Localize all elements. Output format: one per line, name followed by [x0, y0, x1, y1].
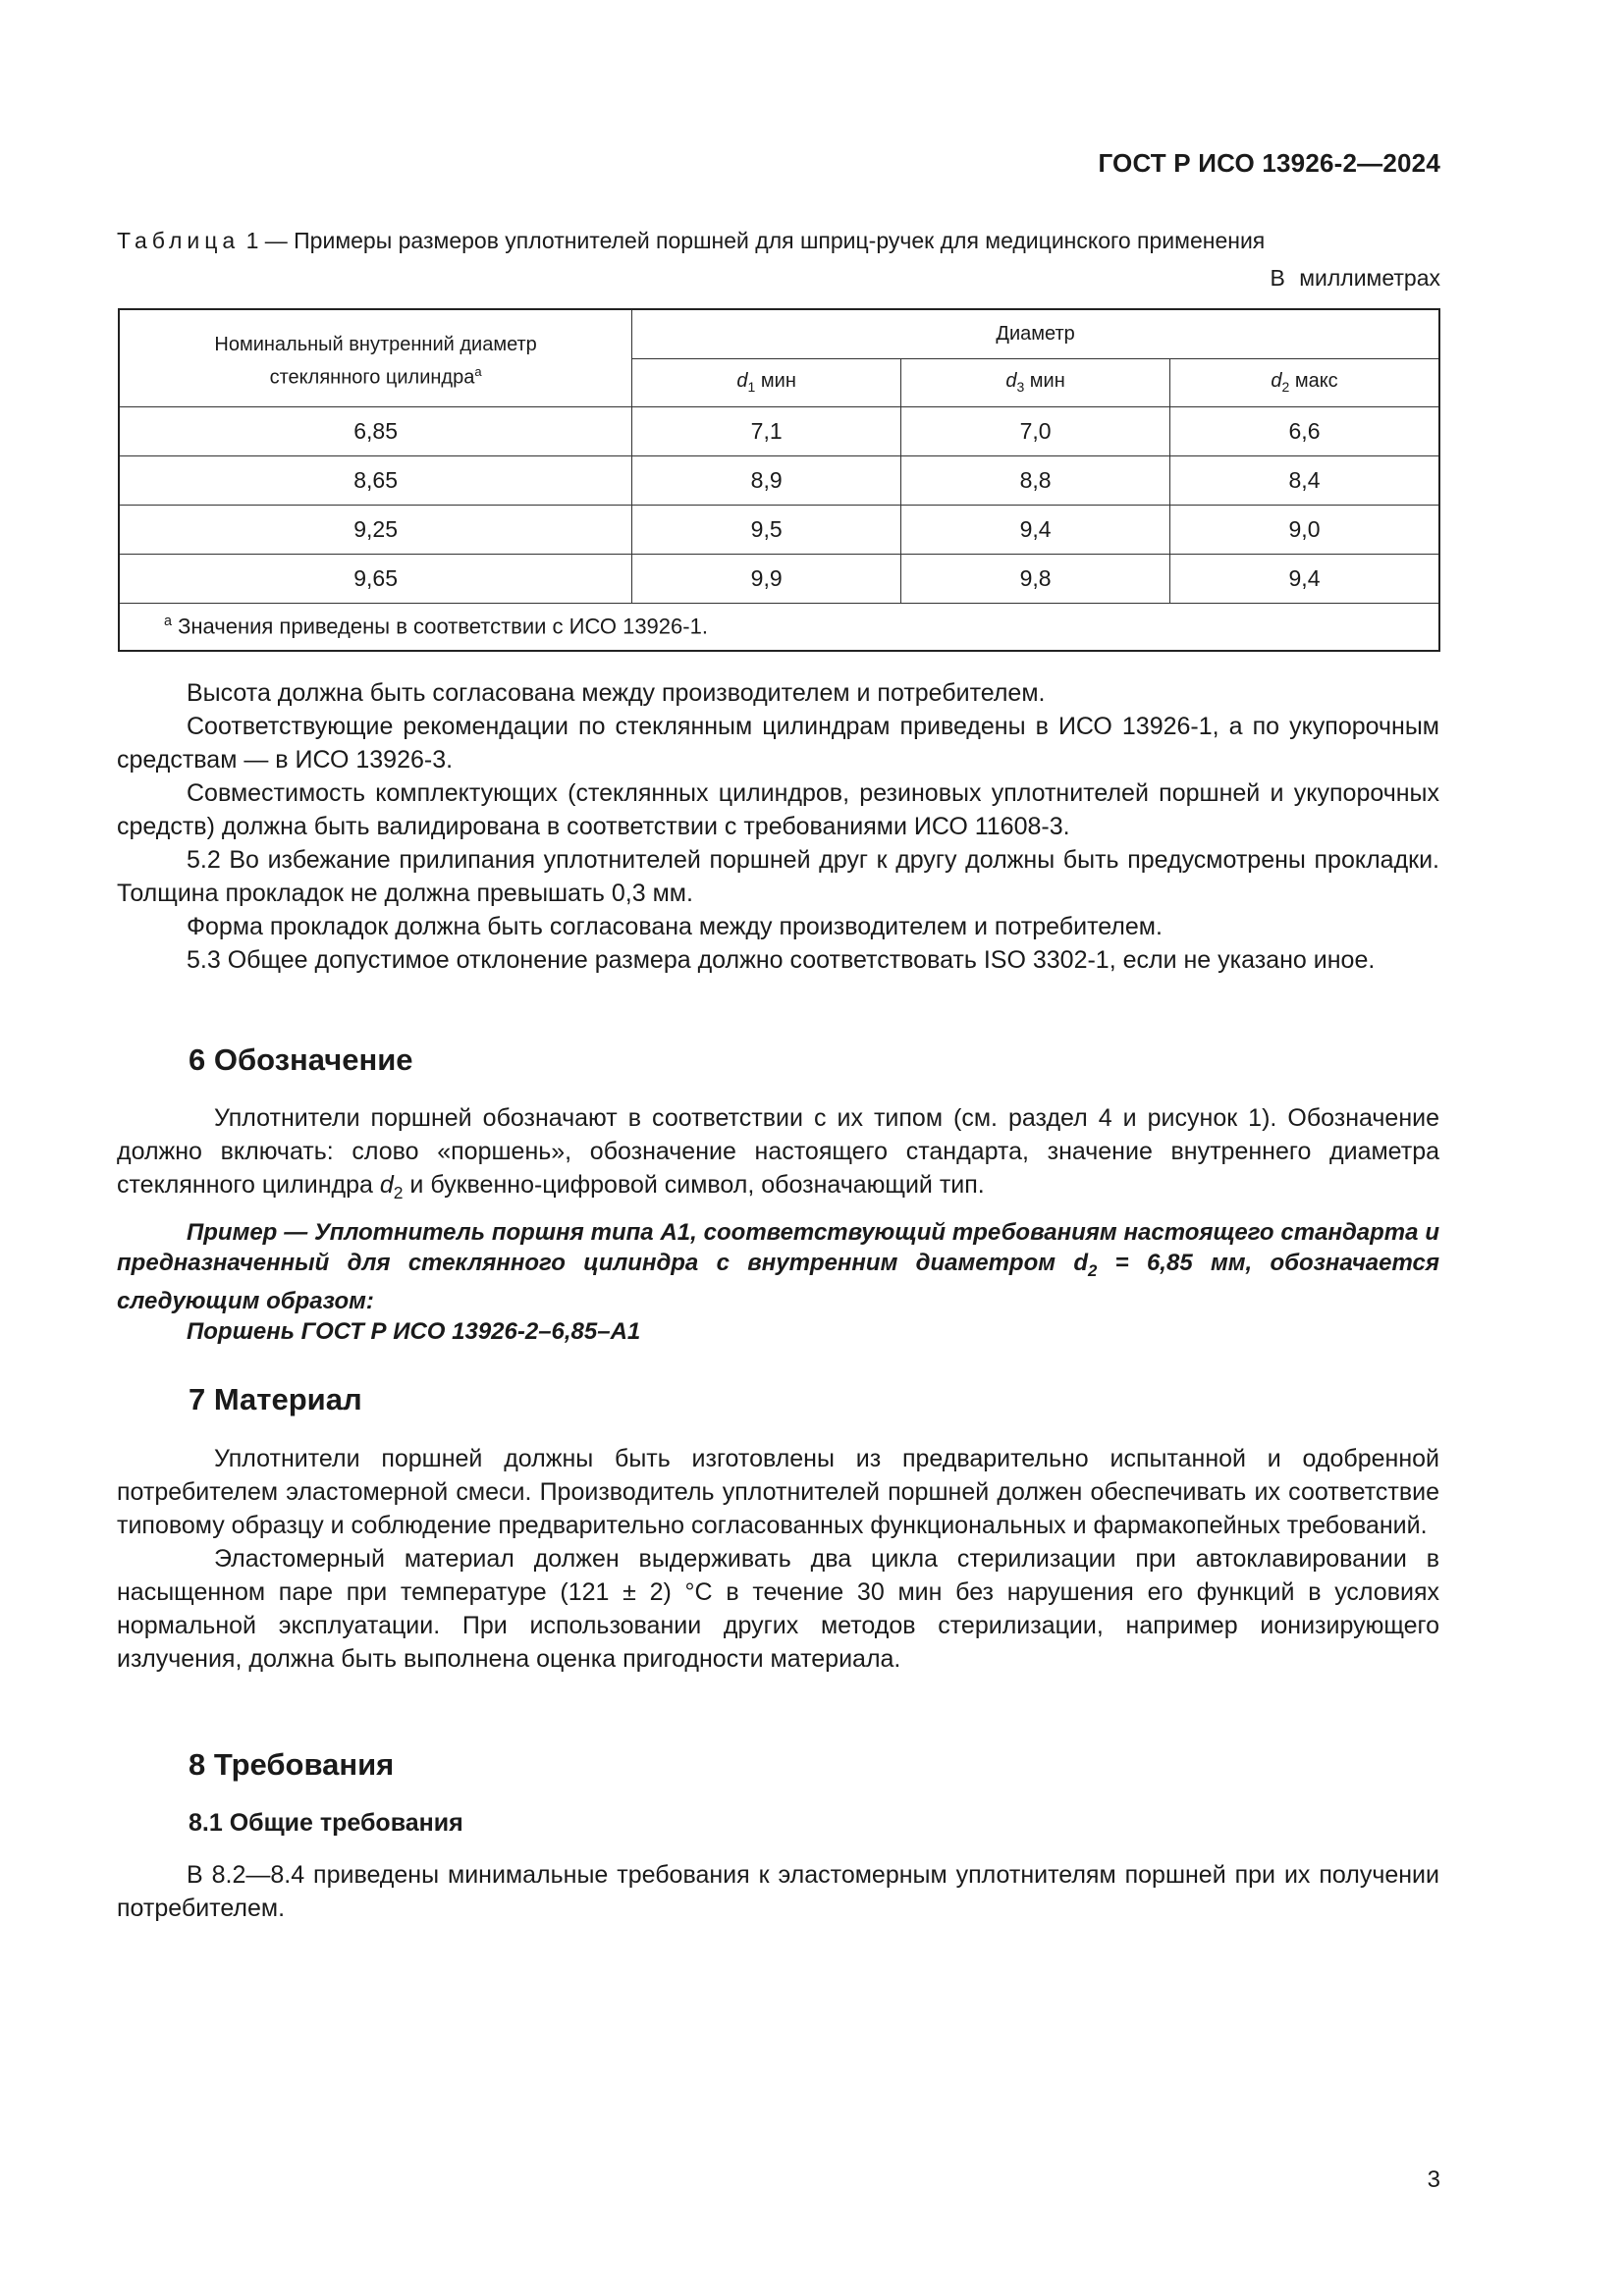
section-8-title: 8 Требования: [189, 1747, 395, 1782]
table-row: [119, 555, 1439, 604]
body-text-block: [117, 676, 1439, 977]
example-code: Поршень ГОСТ Р ИСО 13926-2–6,85–А1: [187, 1317, 641, 1345]
example-text: Пример — Уплотнитель поршня типа А1, соответствующий требованиям настоящего стандарта и предназначенный для стеклянного цилиндра с внутренним диаметром $d_2 = 6,85$ мм, обозначается следующим образом:: [117, 1219, 1440, 1314]
cell-d1: 9,5: [632, 506, 901, 555]
dimensions-table: [118, 308, 1440, 652]
cell-d2: 8,4: [1170, 456, 1439, 506]
paragraph: Уплотнители поршней обозначают в соответствии с их типом (см. раздел 4 и рисунок 1). Обозначение должно включать: слово «поршень», обозначение настоящего стандарта, значение внутреннего диаметра стеклянного цилиндра $d_2$ и буквенно-цифровой символ, обозначающий тип.: [117, 1104, 1439, 1202]
cell-d2: 6,6: [1170, 407, 1439, 456]
subsection-8-1-title: 8.1 Общие требования: [189, 1809, 463, 1837]
table-row: [119, 407, 1439, 456]
cell-d1: 8,9: [632, 456, 901, 506]
table-footnote: $^a$ Значения приведены в соответствии с ИСО 13926-1.: [119, 604, 1439, 652]
cell-nominal: 9,25: [119, 506, 632, 555]
paragraph-5-3: 5.3 Общее допустимое отклонение размера должно соответствовать ISO 3302-1, если не указано иное.: [187, 946, 1376, 974]
paragraph: Совместимость комплектующих (стеклянных цилиндров, резиновых уплотнителей поршней и укупорочных средств) должна быть валидирована в соответствии с требованиями ИСО 11608-3.: [117, 779, 1439, 840]
cell-d3: 9,4: [901, 506, 1170, 555]
header-nominal-diameter: Номинальный внутренний диаметр стеклянного цилиндра$^a$: [119, 309, 632, 407]
cell-nominal: 6,85: [119, 407, 632, 456]
table-caption-text: 1 — Примеры размеров уплотнителей поршней для шприц-ручек для медицинского применения: [240, 228, 1266, 253]
designation-example: [117, 1217, 1439, 1347]
table-caption-word: Таблица: [117, 228, 241, 253]
paragraph: Эластомерный материал должен выдерживать два цикла стерилизации при автоклавировании в насыщенном паре при температуре (121 ± 2) °C в течение 30 мин без нарушения его функций в условиях нормальной эксплуатации. При использовании других методов стерилизации, например ионизирующего излучения, должна быть выполнена оценка пригодности материала.: [117, 1545, 1439, 1673]
header-diameter: Диаметр: [632, 309, 1439, 358]
paragraph: Уплотнители поршней должны быть изготовлены из предварительно испытанной и одобренной потребителем эластомерной смеси. Производитель уплотнителей поршней должен обеспечивать их соответствие типовому образцу и соблюдение предварительно согласованных функциональных и фармакопейных требований.: [117, 1445, 1439, 1539]
cell-d2: 9,4: [1170, 555, 1439, 604]
cell-d1: 7,1: [632, 407, 901, 456]
cell-nominal: 9,65: [119, 555, 632, 604]
section-6-text: [117, 1101, 1439, 1209]
paragraph: Высота должна быть согласована между производителем и потребителем.: [187, 679, 1046, 707]
header-d3-min: $d_3$ мин: [901, 358, 1170, 407]
paragraph: В 8.2—8.4 приведены минимальные требования к эластомерным уплотнителям поршней при их получении потребителем.: [117, 1861, 1439, 1922]
paragraph: Форма прокладок должна быть согласована между производителем и потребителем.: [187, 913, 1163, 940]
section-7-text: [117, 1442, 1439, 1676]
table-row: [119, 456, 1439, 506]
table-caption: [117, 228, 1265, 254]
cell-d3: 8,8: [901, 456, 1170, 506]
paragraph-5-2: 5.2 Во избежание прилипания уплотнителей поршней друг к другу должны быть предусмотрены прокладки. Толщина прокладок не должна превышать 0,3 мм.: [117, 846, 1439, 907]
cell-d2: 9,0: [1170, 506, 1439, 555]
section-6-title: 6 Обозначение: [189, 1042, 413, 1077]
page-number: 3: [1427, 2166, 1440, 2193]
section-7-title: 7 Материал: [189, 1382, 362, 1416]
section-8-text: [117, 1858, 1439, 1925]
table-units: [1262, 265, 1440, 292]
units-prefix: В: [1270, 265, 1285, 291]
table-footnote-row: [119, 604, 1439, 652]
cell-nominal: 8,65: [119, 456, 632, 506]
document-code: ГОСТ Р ИСО 13926-2—2024: [1098, 148, 1440, 178]
header-d1-min: $d_1$ мин: [632, 358, 901, 407]
cell-d3: 9,8: [901, 555, 1170, 604]
header-d2-max: $d_2$ макс: [1170, 358, 1439, 407]
table-row: [119, 506, 1439, 555]
cell-d1: 9,9: [632, 555, 901, 604]
paragraph: Соответствующие рекомендации по стеклянным цилиндрам приведены в ИСО 13926-1, а по укупорочным средствам — в ИСО 13926-3.: [117, 713, 1439, 774]
units-label: миллиметрах: [1299, 265, 1440, 291]
cell-d3: 7,0: [901, 407, 1170, 456]
